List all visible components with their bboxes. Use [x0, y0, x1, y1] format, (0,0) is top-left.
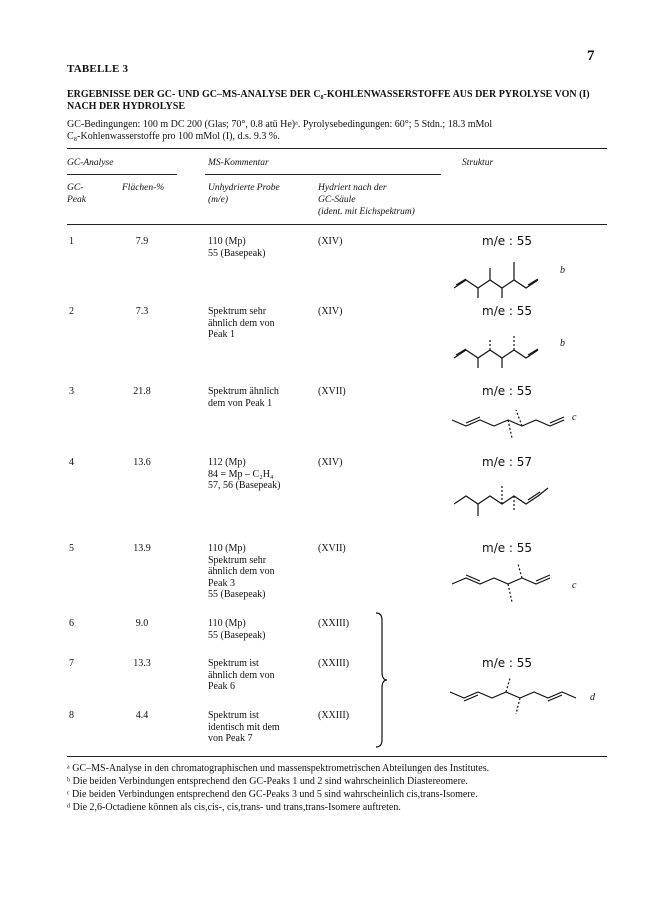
header-gc-peak-1: GC- [67, 183, 84, 193]
row-6-ms: 110 (Mp) 55 (Basepeak) [208, 618, 266, 641]
structure-row-7 [448, 672, 588, 722]
note-row-7: d [590, 692, 595, 703]
row-4-peak: 4 [69, 457, 74, 468]
row-5-peak: 5 [69, 543, 74, 554]
row-7-ms: Spektrum ist ähnlich dem von Peak 6 [208, 658, 275, 692]
page-number: 7 [587, 48, 595, 64]
conditions-line-2: C₈-Kohlenwasserstoffe pro 100 mMol (I), d.s. 9.3 %. [67, 131, 280, 142]
note-row-2: b [560, 338, 565, 349]
row-8-area: 4.4 [135, 710, 149, 721]
header-ms-kommentar: MS-Kommentar [208, 158, 269, 168]
row-3-hydriert: (XVII) [318, 386, 346, 397]
row-2-hydriert: (XIV) [318, 306, 343, 317]
header-unhydriert-2: (m/e) [208, 195, 229, 205]
row-5-mz: m/e : 55 [482, 541, 533, 555]
row-4-mz: m/e : 57 [482, 455, 533, 469]
top-rule [67, 148, 607, 149]
table-label: TABELLE 3 [67, 63, 129, 75]
row-8-ms: Spektrum ist identisch mit dem von Peak 7 [208, 710, 280, 744]
row-5-hydriert: (XVII) [318, 543, 346, 554]
row-6-area: 9.0 [135, 618, 149, 629]
row-5-area: 13.9 [133, 543, 151, 554]
row-7-mz: m/e : 55 [482, 656, 533, 670]
brace-rows-6-8 [374, 612, 388, 748]
row-7-peak: 7 [69, 658, 74, 669]
row-2-mz: m/e : 55 [482, 304, 533, 318]
header-unhydriert-1: Unhydrierte Probe [208, 183, 280, 193]
row-7-hydriert: (XXIII) [318, 658, 350, 669]
gc-conditions [67, 119, 607, 143]
row-6-peak: 6 [69, 618, 74, 629]
header-hydriert-1: Hydriert nach der [318, 183, 387, 193]
row-1-mz: m/e : 55 [482, 234, 533, 248]
bottom-rule [67, 756, 607, 757]
row-4-area: 13.6 [133, 457, 151, 468]
row-2-peak: 2 [69, 306, 74, 317]
row-4-ms: 112 (Mp) 84 = Mp – C₂H₄ 57, 56 (Basepeak) [208, 457, 281, 491]
structure-row-3 [450, 402, 580, 452]
row-4-hydriert: (XIV) [318, 457, 343, 468]
row-7-area: 13.3 [133, 658, 151, 669]
row-8-peak: 8 [69, 710, 74, 721]
gc-group-rule [67, 174, 177, 175]
ms-group-rule [205, 174, 441, 175]
conditions-line-1: GC-Bedingungen: 100 m DC 200 (Glas; 70°, 0.8 atü He)ᵃ. Pyrolysebedingungen: 60°; 5 Stdn.; 18.3 mMol [67, 119, 493, 130]
header-gc-analyse: GC-Analyse [67, 158, 114, 168]
row-3-area: 21.8 [133, 386, 151, 397]
row-3-ms: Spektrum ähnlich dem von Peak 1 [208, 386, 279, 409]
note-row-3: c [572, 412, 577, 423]
note-row-1: b [560, 265, 565, 276]
row-5-ms: 110 (Mp) Spektrum sehr ähnlich dem von Peak 3 55 (Basepeak) [208, 543, 275, 600]
header-rule [67, 224, 607, 225]
footnote-c: ᶜ Die beiden Verbindungen entsprechend den GC-Peaks 3 und 5 sind wahrscheinlich cis,trans-Isomere. [67, 789, 478, 800]
structure-row-4 [452, 472, 582, 522]
row-3-mz: m/e : 55 [482, 384, 533, 398]
row-3-peak: 3 [69, 386, 74, 397]
row-1-peak: 1 [69, 236, 74, 247]
footnote-a: ᵃ GC–MS-Analyse in den chromatographischen und massenspektrometrischen Abteilungen des Institutes. [67, 763, 490, 774]
structure-row-1 [452, 252, 582, 302]
table-heading: ERGEBNISSE DER GC- UND GC–MS-ANALYSE DER C₈-KOHLENWASSERSTOFFE AUS DER PYROLYSE VON (I) NACH DER HYDROLYSE [67, 89, 590, 112]
row-1-ms: 110 (Mp) 55 (Basepeak) [208, 236, 266, 259]
row-1-area: 7.9 [135, 236, 149, 247]
row-8-hydriert: (XXIII) [318, 710, 350, 721]
footnote-b: ᵇ Die beiden Verbindungen entsprechend den GC-Peaks 1 und 2 sind wahrscheinlich Diastereomere. [67, 776, 468, 787]
row-1-hydriert: (XIV) [318, 236, 343, 247]
row-2-area: 7.3 [135, 306, 149, 317]
header-hydriert-2: GC-Säule [318, 195, 356, 205]
row-6-hydriert: (XXIII) [318, 618, 350, 629]
footnote-d: ᵈ Die 2,6-Octadiene können als cis,cis-, cis,trans- und trans,trans-Isomere auftreten. [67, 802, 401, 813]
note-row-5: c [572, 580, 577, 591]
header-hydriert-3: (ident. mit Eichspektrum) [318, 207, 415, 217]
header-struktur: Struktur [462, 158, 494, 168]
header-gc-peak-2: Peak [67, 195, 86, 205]
row-2-ms: Spektrum sehr ähnlich dem von Peak 1 [208, 306, 275, 340]
structure-row-5 [450, 560, 580, 610]
header-area: Flächen-% [122, 183, 165, 193]
